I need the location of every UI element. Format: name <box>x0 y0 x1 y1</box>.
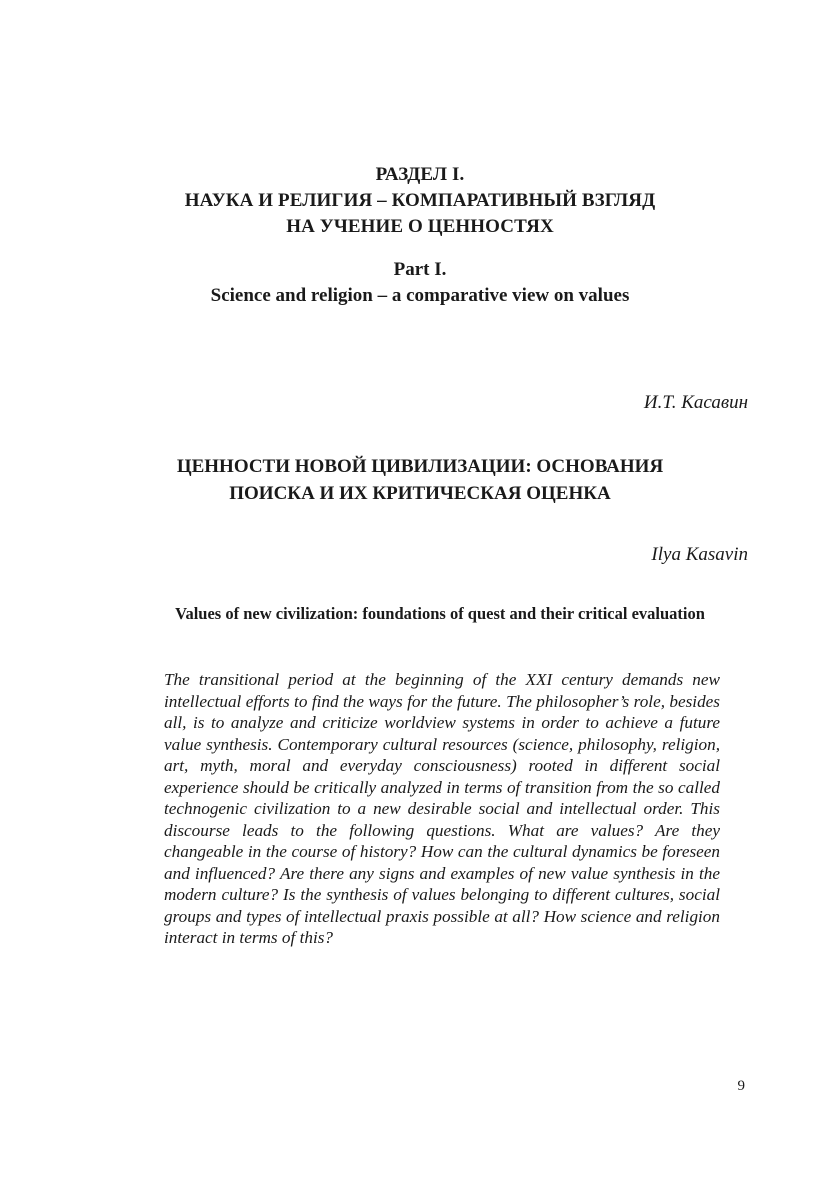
article-title-en: Values of new civilization: foundations of quest and their critical evaluation <box>175 604 705 623</box>
author-name-ru: И.Т. Касавин <box>643 392 748 413</box>
section-heading-ru <box>0 162 840 240</box>
article-title-ru-line: ЦЕННОСТИ НОВОЙ ЦИВИЛИЗАЦИИ: ОСНОВАНИЯ <box>176 456 664 477</box>
page-number: 9 <box>737 1078 745 1094</box>
section-heading-ru-line: НА УЧЕНИЕ О ЦЕННОСТЯХ <box>286 216 554 237</box>
article-title-ru <box>0 453 840 507</box>
article-title-ru-line: ПОИСКА И ИХ КРИТИЧЕСКАЯ ОЦЕНКА <box>229 483 611 504</box>
section-heading-en-line: Part I. <box>393 259 447 280</box>
section-heading-en <box>0 257 840 309</box>
abstract-paragraph: The transitional period at the beginning of the XXI century demands new intellectual efforts to find the ways for the future. The philosopher’s role, besides all, is to analyze and criticize worldview systems in order to achieve a future value synthesis. Contemporary cultural resources (science, philosophy, religion, art, myth, moral and everyday consciousness) rooted in different social experience should be critically analyzed in terms of transition from the so called technogenic civilization to a new desirable social and intellectual order. This discourse leads to the following questions. What are values? Are they changeable in the course of history? How can the cultural dynamics be foreseen and influenced? Are there any signs and examples of new value synthesis in the modern culture? Is the synthesis of values belonging to different cultures, social groups and types of intellectual praxis possible at all? How science and religion interact in terms of this? <box>164 670 720 948</box>
author-name-en: Ilya Kasavin <box>651 544 748 565</box>
section-heading-ru-line: РАЗДЕЛ I. <box>375 164 465 185</box>
section-heading-en-line: Science and religion – a comparative view on values <box>210 285 630 306</box>
section-heading-ru-line: НАУКА И РЕЛИГИЯ – КОМПАРАТИВНЫЙ ВЗГЛЯД <box>184 190 656 211</box>
